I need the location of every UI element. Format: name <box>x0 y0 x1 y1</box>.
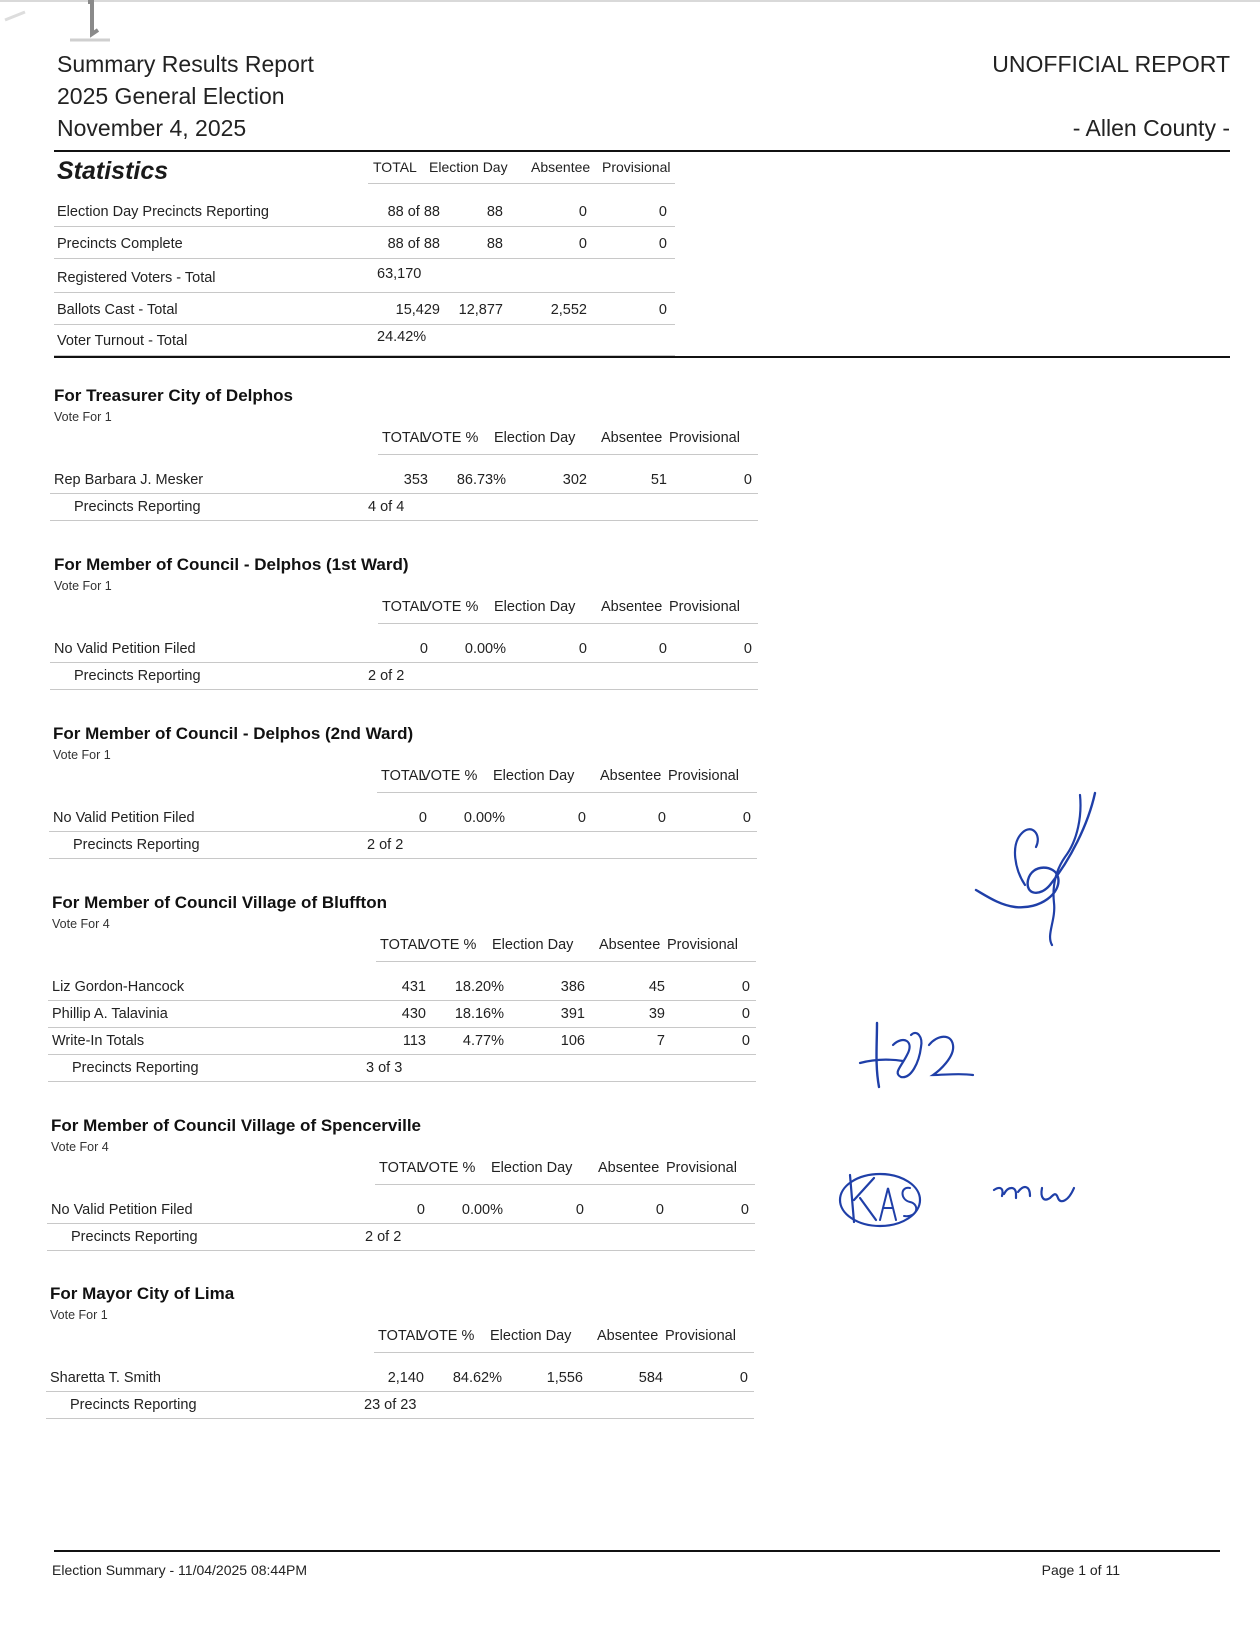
candidate-absentee: 584 <box>638 1370 663 1386</box>
contest-col-election-day: Election Day <box>492 937 574 953</box>
contest-title: For Member of Council Village of Spencerville <box>51 1116 421 1135</box>
candidate-absentee: 39 <box>648 1006 665 1022</box>
contest-header-line <box>375 1184 755 1185</box>
contest-header-line <box>377 792 757 793</box>
contest-col-absentee: Absentee <box>597 1328 659 1344</box>
precincts-reporting-value: 2 of 2 <box>367 837 404 853</box>
candidate-row-divider <box>48 1054 756 1055</box>
candidate-provisional: 0 <box>743 472 752 488</box>
statistics-title: Statistics <box>57 157 169 185</box>
candidate-row-divider <box>47 1223 755 1224</box>
candidate-total: 0 <box>418 810 427 826</box>
stats-col-total: TOTAL <box>373 159 417 175</box>
candidate-row-divider <box>49 831 757 832</box>
report-title: Summary Results Report <box>57 51 314 77</box>
contest-block <box>50 386 750 546</box>
signature-2 <box>855 1015 985 1095</box>
signature-1 <box>970 785 1110 955</box>
precincts-reporting-label: Precincts Reporting <box>72 1060 199 1076</box>
candidate-row-divider <box>50 493 758 494</box>
candidate-row-divider <box>48 1000 756 1001</box>
contest-col-vote-pct: VOTE % <box>420 937 477 953</box>
contest-col-vote-pct: VOTE % <box>421 768 478 784</box>
stats-row-divider <box>54 292 675 293</box>
precincts-reporting-label: Precincts Reporting <box>71 1229 198 1245</box>
candidate-absentee: 51 <box>650 472 667 488</box>
footer-rule <box>54 1550 1220 1552</box>
contest-col-absentee: Absentee <box>598 1160 660 1176</box>
candidate-name: No Valid Petition Filed <box>54 641 196 657</box>
page-top-edge <box>0 0 1260 2</box>
candidate-election-day: 386 <box>560 979 585 995</box>
candidate-provisional: 0 <box>743 641 752 657</box>
candidate-vote-pct: 18.20% <box>454 979 504 995</box>
stats-row-label: Election Day Precincts Reporting <box>57 204 269 220</box>
contest-col-election-day: Election Day <box>494 599 576 615</box>
precincts-reporting-value: 2 of 2 <box>365 1229 402 1245</box>
candidate-row-divider <box>46 1391 754 1392</box>
stats-row-total: 15,429 <box>395 302 440 318</box>
statistics-rule <box>54 356 1230 358</box>
candidate-name: Sharetta T. Smith <box>50 1370 161 1386</box>
contest-block <box>50 555 750 715</box>
page-number: Page 1 of 11 <box>1041 1562 1120 1578</box>
contest-col-provisional: Provisional <box>665 1328 736 1344</box>
stats-row-absentee: 0 <box>578 204 587 220</box>
candidate-absentee: 0 <box>655 1202 664 1218</box>
contest-col-total: TOTAL <box>381 768 427 784</box>
candidate-name: No Valid Petition Filed <box>51 1202 193 1218</box>
candidate-name: No Valid Petition Filed <box>53 810 195 826</box>
candidate-election-day: 0 <box>578 641 587 657</box>
candidate-name: Rep Barbara J. Mesker <box>54 472 204 488</box>
precincts-row-divider <box>47 1250 755 1251</box>
candidate-provisional: 0 <box>741 979 750 995</box>
stats-col-election-day: Election Day <box>429 159 508 175</box>
contest-col-total: TOTAL <box>382 599 428 615</box>
stats-col-provisional: Provisional <box>602 159 671 175</box>
candidate-absentee: 0 <box>658 641 667 657</box>
candidate-absentee: 0 <box>657 810 666 826</box>
candidate-absentee: 45 <box>648 979 665 995</box>
stats-row-total: 88 of 88 <box>387 236 440 252</box>
precincts-reporting-value: 4 of 4 <box>368 499 405 515</box>
stats-row-election-day: 88 <box>486 236 503 252</box>
contest-col-vote-pct: VOTE % <box>419 1160 476 1176</box>
stats-row-total: 24.42% <box>377 329 427 345</box>
contest-title: For Member of Council - Delphos (2nd Ward) <box>53 724 414 743</box>
contest-col-provisional: Provisional <box>669 430 740 446</box>
candidate-vote-pct: 86.73% <box>456 472 506 488</box>
candidate-vote-pct: 0.00% <box>464 641 506 657</box>
contest-col-provisional: Provisional <box>666 1160 737 1176</box>
candidate-election-day: 1,556 <box>546 1370 583 1386</box>
stats-row-label: Voter Turnout - Total <box>57 333 188 349</box>
contest-block <box>48 893 750 1076</box>
precincts-reporting-value: 2 of 2 <box>368 668 405 684</box>
contest-vote-for: Vote For 1 <box>53 748 111 762</box>
contest-col-absentee: Absentee <box>599 937 661 953</box>
signature-3 <box>830 1160 940 1240</box>
candidate-election-day: 0 <box>577 810 586 826</box>
contest-block <box>47 1116 747 1276</box>
candidate-row-divider <box>50 662 758 663</box>
contest-col-provisional: Provisional <box>669 599 740 615</box>
candidate-provisional: 0 <box>742 810 751 826</box>
signature-4 <box>990 1172 1090 1212</box>
contest-col-election-day: Election Day <box>493 768 575 784</box>
contest-vote-for: Vote For 4 <box>52 917 110 931</box>
candidate-election-day: 0 <box>575 1202 584 1218</box>
county-name: - Allen County - <box>1072 115 1230 141</box>
candidate-name: Phillip A. Talavinia <box>52 1006 168 1022</box>
precincts-reporting-value: 23 of 23 <box>364 1397 417 1413</box>
precincts-reporting-label: Precincts Reporting <box>74 499 201 515</box>
footer-timestamp: Election Summary - 11/04/2025 08:44PM <box>52 1562 307 1578</box>
stats-row-total: 88 of 88 <box>387 204 440 220</box>
contest-col-provisional: Provisional <box>667 937 738 953</box>
precincts-reporting-label: Precincts Reporting <box>74 668 201 684</box>
election-name: 2025 General Election <box>57 83 285 109</box>
candidate-absentee: 7 <box>656 1033 665 1049</box>
stats-row-divider <box>54 258 675 259</box>
candidate-name: Write-In Totals <box>52 1033 145 1049</box>
contest-title: For Mayor City of Lima <box>50 1284 235 1303</box>
contest-col-total: TOTAL <box>380 937 426 953</box>
precincts-row-divider <box>48 1081 756 1082</box>
contest-col-total: TOTAL <box>382 430 428 446</box>
contest-col-vote-pct: VOTE % <box>418 1328 475 1344</box>
header-rule <box>54 150 1230 152</box>
stats-row-label: Ballots Cast - Total <box>57 302 178 318</box>
contest-col-absentee: Absentee <box>600 768 662 784</box>
stats-row-divider <box>54 324 675 325</box>
scan-artifact <box>0 0 120 50</box>
stats-row-election-day: 88 <box>486 204 503 220</box>
candidate-total: 430 <box>401 1006 426 1022</box>
precincts-row-divider <box>46 1418 754 1419</box>
report-status: UNOFFICIAL REPORT <box>992 51 1230 77</box>
contest-col-vote-pct: VOTE % <box>422 430 479 446</box>
stats-row-election-day: 12,877 <box>458 302 503 318</box>
candidate-election-day: 302 <box>562 472 587 488</box>
contest-vote-for: Vote For 4 <box>51 1140 109 1154</box>
stats-row-total: 63,170 <box>377 266 422 282</box>
precincts-row-divider <box>49 858 757 859</box>
contest-vote-for: Vote For 1 <box>50 1308 108 1322</box>
report-header <box>57 48 314 144</box>
election-date: November 4, 2025 <box>57 115 247 141</box>
candidate-total: 431 <box>401 979 426 995</box>
contest-title: For Member of Council - Delphos (1st Ward) <box>54 555 409 574</box>
contest-col-total: TOTAL <box>379 1160 425 1176</box>
contest-col-election-day: Election Day <box>490 1328 572 1344</box>
contest-col-election-day: Election Day <box>494 430 576 446</box>
candidate-provisional: 0 <box>740 1202 749 1218</box>
stats-col-absentee: Absentee <box>531 159 591 175</box>
contest-col-absentee: Absentee <box>601 430 663 446</box>
candidate-total: 0 <box>416 1202 425 1218</box>
candidate-total: 113 <box>402 1033 426 1049</box>
contest-header-line <box>378 454 758 455</box>
contest-col-vote-pct: VOTE % <box>422 599 479 615</box>
precincts-reporting-label: Precincts Reporting <box>73 837 200 853</box>
contest-col-provisional: Provisional <box>668 768 739 784</box>
precincts-reporting-value: 3 of 3 <box>366 1060 403 1076</box>
candidate-provisional: 0 <box>741 1006 750 1022</box>
stats-row-provisional: 0 <box>658 236 667 252</box>
stats-row-provisional: 0 <box>658 302 667 318</box>
stats-row-absentee: 2,552 <box>550 302 587 318</box>
contest-header-line <box>378 623 758 624</box>
candidate-total: 353 <box>403 472 428 488</box>
contest-block <box>46 1284 746 1444</box>
stats-row-label: Registered Voters - Total <box>57 270 216 286</box>
candidate-election-day: 106 <box>560 1033 585 1049</box>
candidate-total: 0 <box>419 641 428 657</box>
contest-col-absentee: Absentee <box>601 599 663 615</box>
candidate-provisional: 0 <box>741 1033 750 1049</box>
precincts-row-divider <box>50 520 758 521</box>
contest-header-line <box>374 1352 754 1353</box>
stats-row-provisional: 0 <box>658 204 667 220</box>
candidate-row-divider <box>48 1027 756 1028</box>
candidate-vote-pct: 84.62% <box>452 1370 502 1386</box>
candidate-name: Liz Gordon-Hancock <box>52 979 185 995</box>
candidate-total: 2,140 <box>387 1370 424 1386</box>
contest-header-line <box>376 961 756 962</box>
candidate-vote-pct: 0.00% <box>463 810 505 826</box>
candidate-election-day: 391 <box>560 1006 585 1022</box>
candidate-vote-pct: 0.00% <box>461 1202 503 1218</box>
contest-vote-for: Vote For 1 <box>54 579 112 593</box>
precincts-reporting-label: Precincts Reporting <box>70 1397 197 1413</box>
stats-header-line <box>368 183 675 184</box>
stats-row-label: Precincts Complete <box>57 236 183 252</box>
contest-vote-for: Vote For 1 <box>54 410 112 424</box>
candidate-vote-pct: 4.77% <box>462 1033 504 1049</box>
stats-row-absentee: 0 <box>578 236 587 252</box>
contest-block <box>49 724 749 884</box>
contest-title: For Treasurer City of Delphos <box>54 386 293 405</box>
contest-col-election-day: Election Day <box>491 1160 573 1176</box>
candidate-provisional: 0 <box>739 1370 748 1386</box>
contest-title: For Member of Council Village of Bluffton <box>52 893 387 912</box>
candidate-vote-pct: 18.16% <box>454 1006 504 1022</box>
contest-col-total: TOTAL <box>378 1328 424 1344</box>
precincts-row-divider <box>50 689 758 690</box>
stats-row-divider <box>54 226 675 227</box>
